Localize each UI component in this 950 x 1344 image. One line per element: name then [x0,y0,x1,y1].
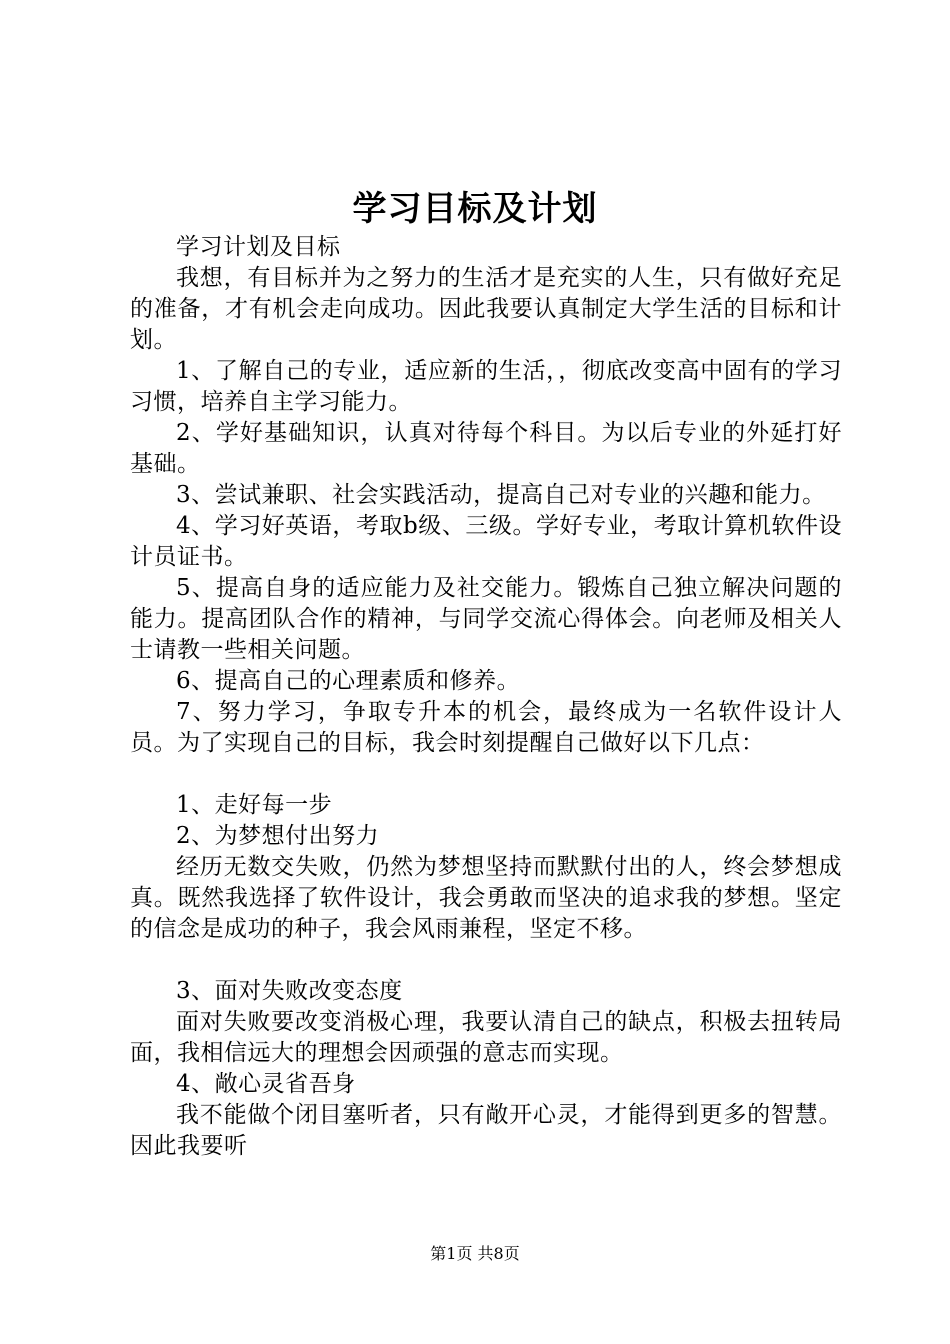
paragraph: 我不能做个闭目塞听者，只有敞开心灵，才能得到更多的智慧。因此我要听 [130,1102,842,1159]
paragraph: 面对失败要改变消极心理，我要认清自己的缺点，积极去扭转局面，我相信远大的理想会因顽强的意志而实现。 [130,1009,842,1066]
paragraph: 经历无数交失败，仍然为梦想坚持而默默付出的人，终会梦想成真。既然我选择了软件设计，我会勇敢而坚决的追求我的梦想。坚定的信念是成功的种子，我会风雨兼程，坚定不移。 [130,854,842,942]
paragraph: 1、了解自己的专业，适应新的生活，，彻底改变高中固有的学习习惯，培养自主学习能力。 [130,358,842,415]
paragraph: 1、走好每一步 [176,792,333,818]
paragraph: 7、努力学习，争取专升本的机会，最终成为一名软件设计人员。为了实现自己的目标，我会时刻提醒自己做好以下几点： [130,699,842,756]
document-body [130,232,842,1162]
paragraph: 2、为梦想付出努力 [176,823,380,849]
blank-line [130,945,842,976]
paragraph: 4、敞心灵省吾身 [176,1071,356,1097]
paragraph: 我想，有目标并为之努力的生活才是充实的人生，只有做好充足的准备，才有机会走向成功。因此我要认真制定大学生活的目标和计划。 [130,265,842,353]
paragraph: 4、学习好英语，考取b级、三级。学好专业，考取计算机软件设计员证书。 [130,513,842,570]
paragraph: 3、尝试兼职、社会实践活动，提高自己对专业的兴趣和能力。 [176,482,826,508]
paragraph: 5、提高自身的适应能力及社交能力。锻炼自己独立解决问题的能力。提高团队合作的精神，与同学交流心得体会。向老师及相关人士请教一些相关问题。 [130,575,842,663]
paragraph: 学习计划及目标 [176,234,341,260]
page-footer: 第1页 共8页 [430,1244,520,1263]
document-title: 学习目标及计划 [352,189,598,229]
blank-line [130,759,842,790]
paragraph: 6、提高自己的心理素质和修养。 [176,668,521,694]
paragraph: 3、面对失败改变态度 [176,978,403,1004]
paragraph: 2、学好基础知识，认真对待每个科目。为以后专业的外延打好基础。 [130,420,842,477]
